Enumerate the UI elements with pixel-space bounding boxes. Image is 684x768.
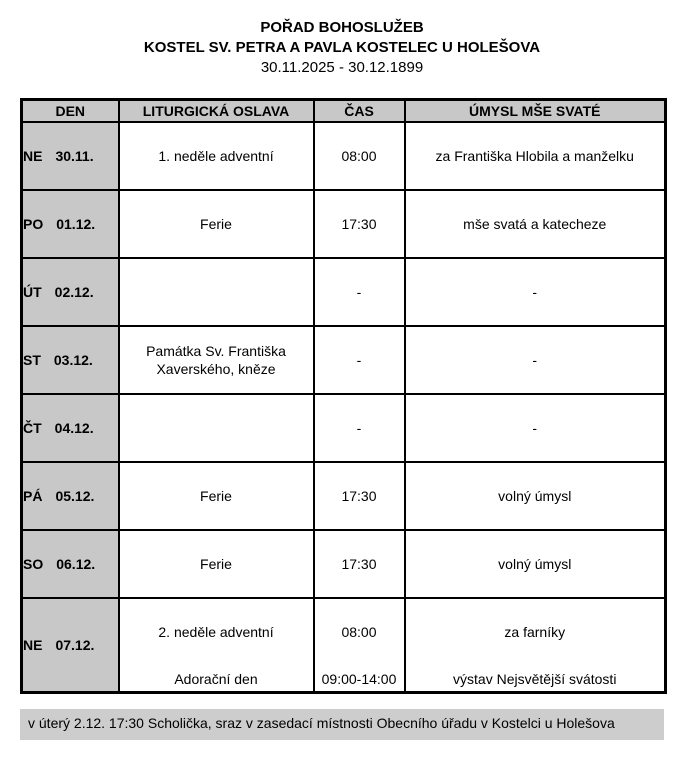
celebration-cell: Ferie — [119, 462, 314, 530]
day-date: 01.12. — [56, 216, 96, 232]
table-row — [22, 190, 666, 258]
intention-cell: za Františka Hlobila a manželku — [405, 122, 666, 190]
celebration-cell — [119, 258, 314, 326]
intention-entry-1: za farníky — [504, 624, 566, 640]
col-header-intention: ÚMYSL MŠE SVATÉ — [405, 100, 666, 123]
col-header-time: ČAS — [314, 100, 405, 123]
table-row — [22, 598, 666, 693]
table-row — [22, 258, 666, 326]
celebration-cell: Památka Sv. Františka Xaverského, kněze — [119, 326, 314, 394]
day-cell — [22, 598, 119, 693]
table-row — [22, 530, 666, 598]
intention-cell: - — [405, 258, 666, 326]
day-abbrev: SO — [23, 556, 44, 572]
day-date: 07.12. — [55, 637, 95, 653]
day-cell — [22, 530, 119, 598]
time-entry-2: 09:00-14:00 — [321, 671, 397, 687]
celebration-entry-1: 2. neděle adventní — [158, 624, 274, 640]
day-cell — [22, 462, 119, 530]
header-row — [22, 100, 666, 123]
table-row — [22, 326, 666, 394]
celebration-cell: Ferie — [119, 530, 314, 598]
day-cell — [22, 258, 119, 326]
title-block — [0, 0, 684, 78]
intention-cell: volný úmysl — [405, 462, 666, 530]
intention-cell: mše svatá a katecheze — [405, 190, 666, 258]
day-abbrev: NE — [23, 148, 43, 164]
day-date: 04.12. — [54, 420, 94, 436]
time-cell: 17:30 — [314, 462, 405, 530]
intention-cell: - — [405, 326, 666, 394]
day-abbrev: NE — [23, 637, 43, 653]
celebration-cell: 1. neděle adventní — [119, 122, 314, 190]
celebration-entry-2: Adorační den — [174, 671, 258, 687]
page-subtitle: KOSTEL SV. PETRA A PAVLA KOSTELEC U HOLEŠOVA — [143, 39, 541, 56]
day-cell — [22, 394, 119, 462]
intention-entry-2: výstav Nejsvětější svátosti — [453, 671, 617, 687]
celebration-cell: Ferie — [119, 190, 314, 258]
day-abbrev: ČT — [23, 420, 42, 436]
day-date: 02.12. — [54, 284, 94, 300]
table-row — [22, 394, 666, 462]
table-row — [22, 462, 666, 530]
intention-cell: - — [405, 394, 666, 462]
day-cell — [22, 122, 119, 190]
day-date: 05.12. — [55, 488, 95, 504]
day-date: 03.12. — [53, 352, 93, 368]
time-cell: 17:30 — [314, 530, 405, 598]
day-cell — [22, 326, 119, 394]
celebration-cell — [119, 598, 314, 693]
time-cell: 17:30 — [314, 190, 405, 258]
time-cell: - — [314, 326, 405, 394]
day-abbrev: PÁ — [23, 488, 43, 504]
day-date: 30.11. — [55, 148, 94, 164]
time-cell — [314, 598, 405, 693]
day-date: 06.12. — [56, 556, 96, 572]
day-cell — [22, 190, 119, 258]
day-abbrev: PO — [23, 216, 44, 232]
col-header-celebration: LITURGICKÁ OSLAVA — [119, 100, 314, 123]
schedule-table — [20, 98, 667, 694]
time-cell: 08:00 — [314, 122, 405, 190]
col-header-day: DEN — [22, 100, 119, 123]
table-row — [22, 122, 666, 190]
day-abbrev: ÚT — [23, 284, 42, 300]
intention-cell — [405, 598, 666, 693]
celebration-cell — [119, 394, 314, 462]
time-cell: - — [314, 394, 405, 462]
intention-cell: volný úmysl — [405, 530, 666, 598]
date-range: 30.11.2025 - 30.12.1899 — [260, 59, 424, 76]
time-cell: - — [314, 258, 405, 326]
day-abbrev: ST — [23, 352, 41, 368]
footer-note: v úterý 2.12. 17:30 Scholička, sraz v zasedací místnosti Obecního úřadu v Kostelci u Holešova — [20, 709, 664, 740]
page-title: POŘAD BOHOSLUŽEB — [260, 19, 424, 36]
time-entry-1: 08:00 — [341, 624, 377, 640]
